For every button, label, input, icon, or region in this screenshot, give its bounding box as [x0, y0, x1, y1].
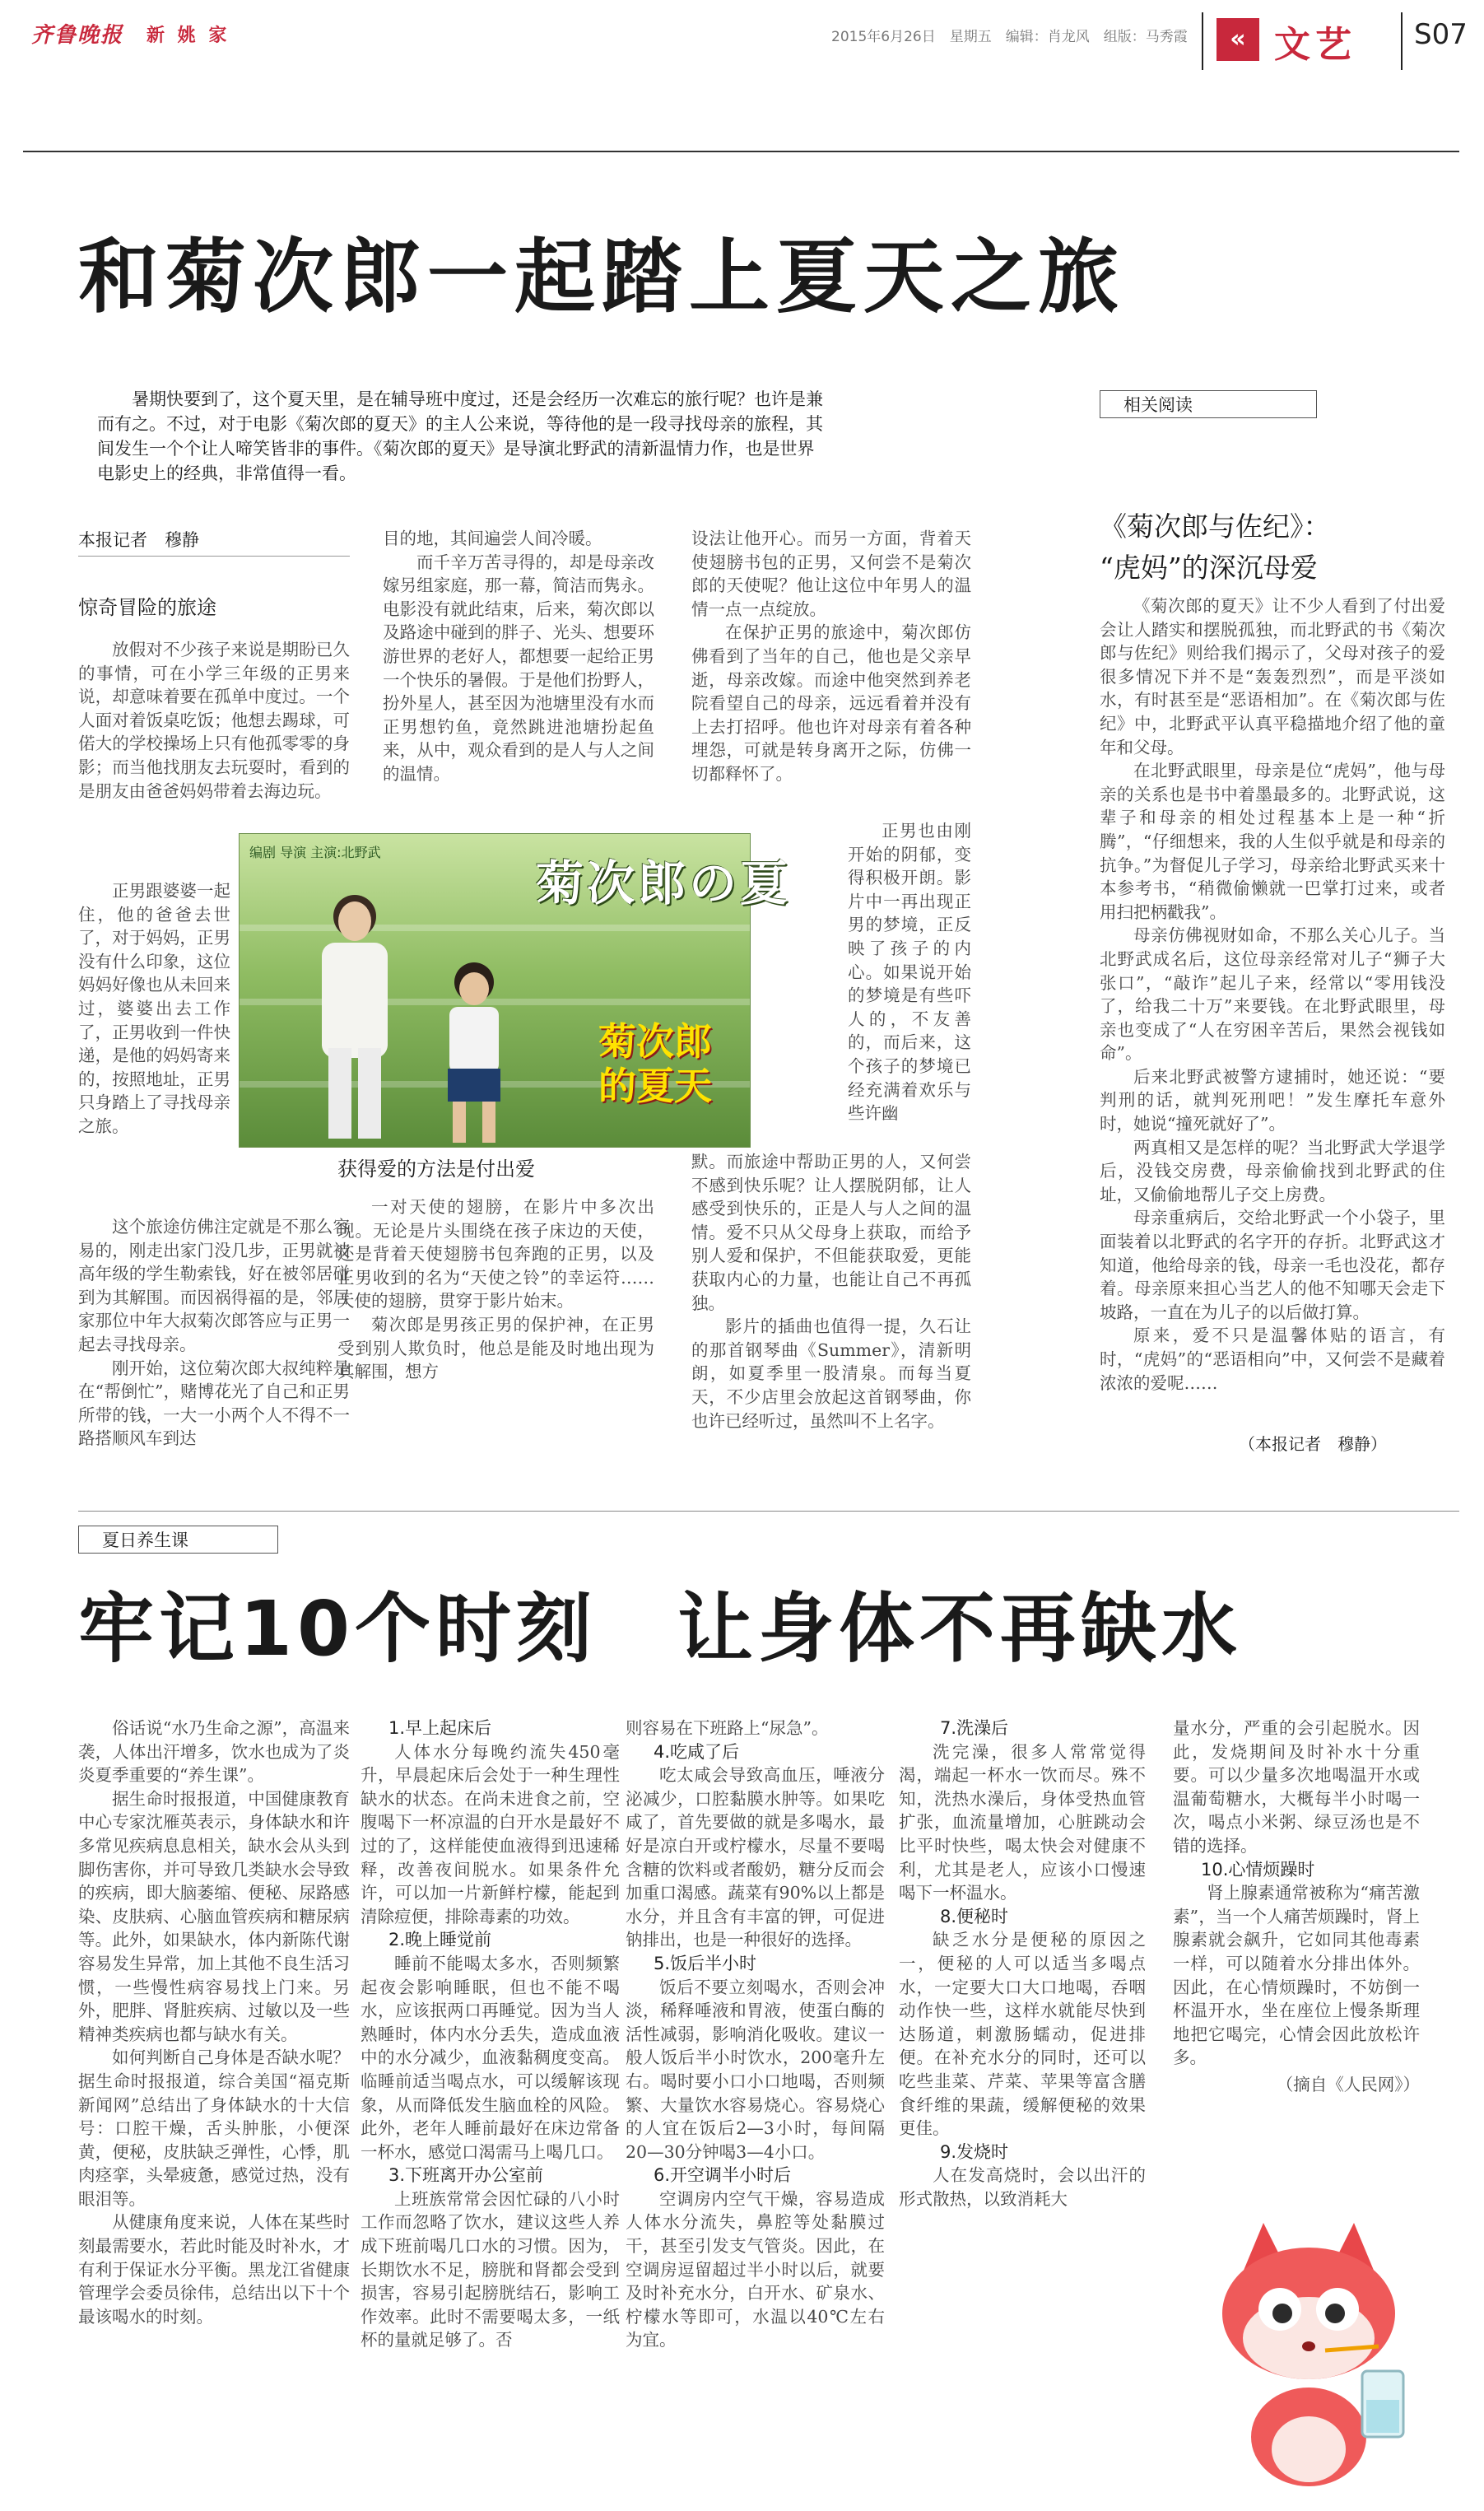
tip-heading: 3.下班离开办公室前 — [388, 2165, 544, 2186]
tip-heading: 9.发烧时 — [940, 2141, 1009, 2162]
tip-text: 人在发高烧时，会以出汗的形式散热，以致消耗大 — [899, 2165, 1146, 2209]
article1-col3-bottom — [691, 1150, 971, 1433]
sidebar-body — [1100, 594, 1445, 1395]
paragraph: 从健康角度来说，人体在某些时刻最需要水，若此时能及时补水，才有利于保证水分平衡。黑龙江省健康管理学会委员徐伟，总结出以下十个最该喝水的时刻。 — [78, 2212, 350, 2327]
article2-col3 — [626, 1717, 885, 2352]
chevron-icon: « — [1217, 18, 1259, 61]
paragraph: 据生命时报报道，中国健康教育中心专家沈雁英表示，身体缺水和许多常见疾病息息相关，缺水会从头到脚伤害你，并可导致几类缺水会导致的疾病，即大脑萎缩、便秘、尿路感染、皮肤病、心脑血管疾病和糖尿病等。此外，如果缺水，体内新陈代谢容易发生异常，加上其他不良生活习惯，一些慢性病容易找上门来。另外，肥胖、肾脏疾病、过敏以及一些精神类疾病也都与缺水有关。 — [78, 1788, 350, 2044]
tip-heading: 1.早上起床后 — [388, 1718, 492, 1738]
sidebar-title — [1100, 506, 1462, 589]
article-title: 和菊次郎一起踏上夏天之旅 — [78, 231, 1126, 324]
sidebar-title-line1: 《菊次郎与佐纪》： — [1100, 510, 1331, 543]
article1-col2-top — [383, 527, 654, 786]
page-number: S07 — [1414, 18, 1468, 51]
section-title: 文艺 — [1274, 24, 1356, 66]
boy-figure-icon — [425, 949, 523, 1147]
subheading-1: 惊奇冒险的旅途 — [78, 596, 216, 619]
paragraph: 放假对不少孩子来说是期盼已久的事情，可在小学三年级的正男来说，却意味着要在孤单中度过。一个人面对着饭桌吃饭；他想去踢球，可偌大的学校操场上只有他孤零零的身影；而当他找朋友去玩耍时，看到的是朋友由爸爸妈妈带着去海边玩。 — [78, 640, 350, 801]
paragraph: 后来北野武被警方逮捕时，她还说：“要判刑的话，就判死刑吧！”发生摩托车意外时，她说“撞死就好了”。 — [1100, 1066, 1445, 1134]
newspaper-logo: 齐鲁晚报 — [31, 23, 124, 48]
paragraph: 正男跟婆婆一起住，他的爸爸去世了，对于妈妈，正男没有什么印象，这位妈妈好像也从未回来过，婆婆出去工作了，正男收到一件快递，是他的妈妈寄来的，按照地址，正男只身踏上了寻找母亲之旅。 — [78, 881, 230, 1136]
header-divider-2 — [1401, 12, 1403, 70]
article1-col3-top — [691, 527, 971, 786]
paragraph: 设法让他开心。而另一方面，背着天使翅膀书包的正男，又何尝不是菊次郎的天使呢？他让这位中年男人的温情一点一点绽放。 — [691, 529, 971, 619]
article1-col1c — [78, 1215, 350, 1451]
paragraph: 刚开始，这位菊次郎大叔纯粹是在“帮倒忙”，赌博花光了自己和正男所带的钱，一大一小两个人不得不一路搭顺风车到达 — [78, 1358, 350, 1449]
byline-rule — [78, 556, 350, 557]
paragraph: 影片的插曲也值得一提，久石让的那首钢琴曲《Summer》，清新明朗，如夏季里一股清泉。而每当夏天，不少店里会放起这首钢琴曲，你也许已经听过，虽然叫不上名字。 — [691, 1316, 971, 1431]
article2-col4 — [899, 1717, 1146, 2211]
header-rule — [23, 151, 1459, 152]
section-rule — [78, 1511, 1459, 1512]
tip-heading: 10.心情烦躁时 — [1201, 1859, 1315, 1880]
paragraph: 在北野武眼里，母亲是位“虎妈”，他与母亲的关系也是书中着墨最多的。北野武说，这辈子和母亲的相处过程基本上是一种“折腾”，“仔细想来，我的人生似乎就是和母亲的抗争。”为督促儿子学习，母亲给北野武买来十本参考书，“稍微偷懒就一巴掌打过来，或者用扫把柄戳我”。 — [1100, 761, 1445, 922]
paragraph: 两真相又是怎样的呢？当北野武大学退学后，没钱交房费，母亲偷偷找到北野武的住址，又偷偷地帮儿子交上房费。 — [1100, 1137, 1445, 1204]
paragraph: 菊次郎是男孩正男的保护神，在正男受到别人欺负时，他总是能及时地出现为其解围，想方 — [337, 1314, 654, 1382]
tip-text: 则容易在下班路上“尿急”。 — [626, 1718, 829, 1738]
paragraph: 原来，爱不只是温馨体贴的语言，有时，“虎妈”的“恶语相向”中，又何尝不是藏着浓浓的爱呢…… — [1100, 1325, 1445, 1393]
paragraph: 一对天使的翅膀，在影片中多次出现。无论是片头围绕在孩子床边的天使，还是背着天使翅膀书包奔跑的正男，以及正男收到的名为“天使之铃”的幸运符……天使的翅膀，贯穿于影片始末。 — [337, 1197, 654, 1311]
paragraph: 这个旅途仿佛注定就是不那么容易的，刚走出家门没几步，正男就被高年级的学生勒索钱，好在被邻居碰到为其解围。而因祸得福的是，邻居家那位中年大叔菊次郎答应与正男一起去寻找母亲。 — [78, 1217, 350, 1354]
tip-text: 饭后不要立刻喝水，否则会冲淡，稀释唾液和胃液，使蛋白酶的活性减弱，影响消化吸收。建议一般人饭后半小时饮水，200毫升左右。喝时要小口小口地喝，否则频繁、大量饮水容易烧心。容易烧心的人宜在饭后2—3小时，每间隔20—30分钟喝3—4小口。 — [626, 1977, 885, 2162]
tip-text: 洗完澡，很多人常常觉得渴，端起一杯水一饮而尽。殊不知，洗热水澡后，身体受热血管扩张，血流量增加，心脏跳动会比平时快些，喝太快会对健康不利，尤其是老人，应该小口慢速喝下一杯温水。 — [899, 1741, 1146, 1903]
tip-heading: 7.洗澡后 — [940, 1718, 1009, 1738]
paragraph: 正男也由刚开始的阴郁，变得积极开朗。影片中一再出现正男的梦境，正反映了孩子的内心。如果说开始的梦境是有些吓人的，不友善的，而后来，这个孩子的梦境已经充满着欢乐与些许幽 — [848, 821, 971, 1124]
paragraph: 目的地，其间遍尝人间冷暖。 — [383, 529, 602, 548]
tip-text: 量水分，严重的会引起脱水。因此，发烧期间及时补水十分重要。可以少量多次地喝温开水或温葡萄糖水，大概每半小时喝一次，喝点小米粥、绿豆汤也是不错的选择。 — [1173, 1718, 1420, 1856]
article2-title: 牢记10个时刻 让身体不再缺水 — [78, 1585, 1243, 1673]
paragraph: 默。而旅途中帮助正男的人，又何尝不感到快乐呢？让人摆脱阴郁，让人感受到快乐的，正是人与人之间的温情。爱不只从父母身上获取，而给予别人爱和保护，不但能获取爱，更能获取内心的力量，也能让自己不再孤独。 — [691, 1152, 971, 1313]
paragraph: 母亲仿佛视财如命，不那么关心儿子。当北野武成名后，这位母亲经常对儿子“狮子大张口”，“敲诈”起儿子来，经常以“零用钱没了，给我二十万”来要钱。在北野武眼里，母亲也变成了“人在穷困辛苦后，果然会视钱如命”。 — [1100, 925, 1445, 1064]
tip-heading: 6.开空调半小时后 — [654, 2165, 792, 2186]
tip-text: 睡前不能喝太多水，否则频繁起夜会影响睡眠，但也不能不喝水，应该抿两口再睡觉。因为当人熟睡时，体内水分丢失，造成血液中的水分减少，血液黏稠度变高。临睡前适当喝点水，可以缓解该现象，从而降低发生脑血栓的风险。此外，老年人睡前最好在床边常备一杯水，感觉口渴需马上喝几口。 — [361, 1953, 620, 2162]
header-divider — [1202, 12, 1203, 70]
tip-text: 上班族常常会因忙碌的八小时工作而忽略了饮水，建议这些人养成下班前喝几口水的习惯。因为，长期饮水不足，膀胱和肾都会受到损害，容易引起膀胱结石，影响工作效率。此时不需要喝太多，一纸杯的量就足够了。否 — [361, 2188, 620, 2350]
article2-col2 — [361, 1717, 620, 2352]
cartoon-fox-icon — [1185, 2215, 1432, 2495]
issue-meta: 2015年6月26日 星期五 编辑：肖龙风 组版：马秀霞 — [831, 29, 1188, 45]
article2-col5 — [1173, 1717, 1420, 2097]
subheading-2: 获得爱的方法是付出爱 — [337, 1158, 535, 1181]
sidebar-title-line2: “虎妈”的深沉母爱 — [1100, 552, 1318, 584]
tip-heading: 2.晚上睡觉前 — [388, 1930, 492, 1950]
tip-heading: 8.便秘时 — [940, 1906, 1009, 1926]
paragraph: 而千辛万苦寻得的，却是母亲改嫁另组家庭，那一幕，简洁而隽永。电影没有就此结束，后来，菊次郎以及路途中碰到的胖子、光头、想要环游世界的老好人，都想要一起给正男一个快乐的暑假。于是他们扮野人，扮外星人，甚至因为池塘里没有水而正男想钓鱼，竟然跳进池塘扮起鱼来，从中，观众看到的是人与人之间的温情。 — [383, 552, 654, 784]
article-byline: 本报记者 穆静 — [78, 530, 199, 550]
paragraph: 俗话说“水乃生命之源”，高温来袭，人体出汗增多，饮水也成为了炎炎夏季重要的“养生课”。 — [78, 1718, 350, 1786]
tip-text: 吃太咸会导致高血压，唾液分泌减少，口腔黏膜水肿等。如果吃咸了，首先要做的就是多喝水，最好是凉白开或柠檬水，尽量不要喝含糖的饮料或者酸奶，糖分反而会加重口渴感。蔬菜有90%以上都是水分，并且含有丰富的钾，可促进钠排出，也是一种很好的选择。 — [626, 1765, 885, 1950]
source-credit: （摘自《人民网》） — [1276, 2074, 1420, 2094]
tip-heading: 4.吃咸了后 — [654, 1741, 740, 1762]
poster-title-cn: 菊次郎的夏天 — [598, 1019, 712, 1108]
related-reading-tag: 相关阅读 — [1100, 390, 1317, 418]
tip-heading: 5.饭后半小时 — [654, 1953, 757, 1973]
article2-col1 — [78, 1717, 350, 2328]
poster-title-jp: 菊次郎の夏 — [536, 855, 792, 911]
tip-text: 空调房内空气干燥，容易造成人体水分流失，鼻腔等处黏膜过干，甚至引发支气管炎。因此，在空调房逗留超过半小时以后，就要及时补充水分，白开水、矿泉水、柠檬水等即可，水温以40℃左右为宜。 — [626, 2188, 885, 2350]
article1-col1b — [78, 879, 230, 1139]
article1-col2-bottom — [337, 1195, 654, 1384]
paragraph: 如何判断自己身体是否缺水呢？据生命时报报道，综合美国“福克斯新闻网”总结出了身体缺水的十大信号：口腔干燥，舌头肿胀，小便深黄，便秘，皮肤缺乏弹性，心悸，肌肉痉挛，头晕疲惫，感觉过热，没有眼泪等。 — [78, 2047, 350, 2209]
paragraph: 母亲重病后，交给北野武一个小袋子，里面装着以北野武的名字开的存折。北野武这才知道，他给母亲的钱，母亲一毛也没花，都存着。母亲原来担心当艺人的他不知哪天会走下坡路，一直在为儿子的以后做打算。 — [1100, 1208, 1445, 1322]
tip-text: 缺乏水分是便秘的原因之一，便秘的人可以适当多喝点水，一定要大口大口地喝，吞咽动作快一些，这样水就能尽快到达肠道，刺激肠蠕动，促进排便。在补充水分的同时，还可以吃些韭菜、芹菜、苹果等富含膳食纤维的果蔬，缓解便秘的效果更佳。 — [899, 1930, 1146, 2139]
poster-credits: 编剧 导演 主演:北野武 — [249, 845, 381, 860]
health-section-tag: 夏日养生课 — [78, 1526, 278, 1554]
tip-text: 人体水分每晚约流失450毫升，早晨起床后会处于一种生理性缺水的状态。在尚未进食之前，空腹喝下一杯凉温的白开水是最好不过的了，这样能使血液得到迅速稀释，改善夜间脱水。如果条件允许，可以加一片新鲜柠檬，能起到清除痘便，排除毒素的功效。 — [361, 1741, 620, 1926]
sidebar-byline: （本报记者 穆静） — [1239, 1434, 1387, 1454]
tip-text: 肾上腺素通常被称为“痛苦激素”，当一个人痛苦烦躁时，肾上腺素就会飙升，它如同其他毒素一样，可以随着水分排出体外。因此，在心情烦躁时，不妨倒一杯温开水，坐在座位上慢条斯理地把它喝完，心情会因此放松许多。 — [1173, 1883, 1420, 2068]
paragraph: 在保护正男的旅途中，菊次郎仿佛看到了当年的自己，他也是父亲早逝，母亲改嫁。而途中他突然到养老院看望自己的母亲，远远看着并没有上去打招呼。他也许对母亲有着各种埋怨，可就是转身离开之际，仿佛一切都释怀了。 — [691, 622, 971, 784]
movie-poster — [239, 833, 792, 1148]
article1-col3-mid — [848, 819, 971, 1125]
section-name: 新 姚 家 — [147, 26, 230, 46]
paragraph: 《菊次郎的夏天》让不少人看到了付出爱会让人踏实和摆脱孤独，而北野武的书《菊次郎与佐纪》则给我们揭示了，父母对孩子的爱很多情况下并不是“轰轰烈烈”，而是平淡如水，有时甚至是“恶语相加”。在《菊次郎与佐纪》中，北野武平认真平稳描地介绍了他的童年和父母。 — [1100, 596, 1445, 757]
man-figure-icon — [297, 883, 412, 1147]
article1-col1a — [78, 638, 350, 832]
article-lead: 暑期快要到了，这个夏天里，是在辅导班中度过，还是会经历一次难忘的旅行呢？也许是兼而有之。不过，对于电影《菊次郎的夏天》的主人公来说，等待他的是一段寻找母亲的旅程，其间发生一个个让人啼笑皆非的事件。《菊次郎的夏天》是导演北野武的清新温情力作，也是世界电影史上的经典，非常值得一看。 — [97, 389, 823, 483]
